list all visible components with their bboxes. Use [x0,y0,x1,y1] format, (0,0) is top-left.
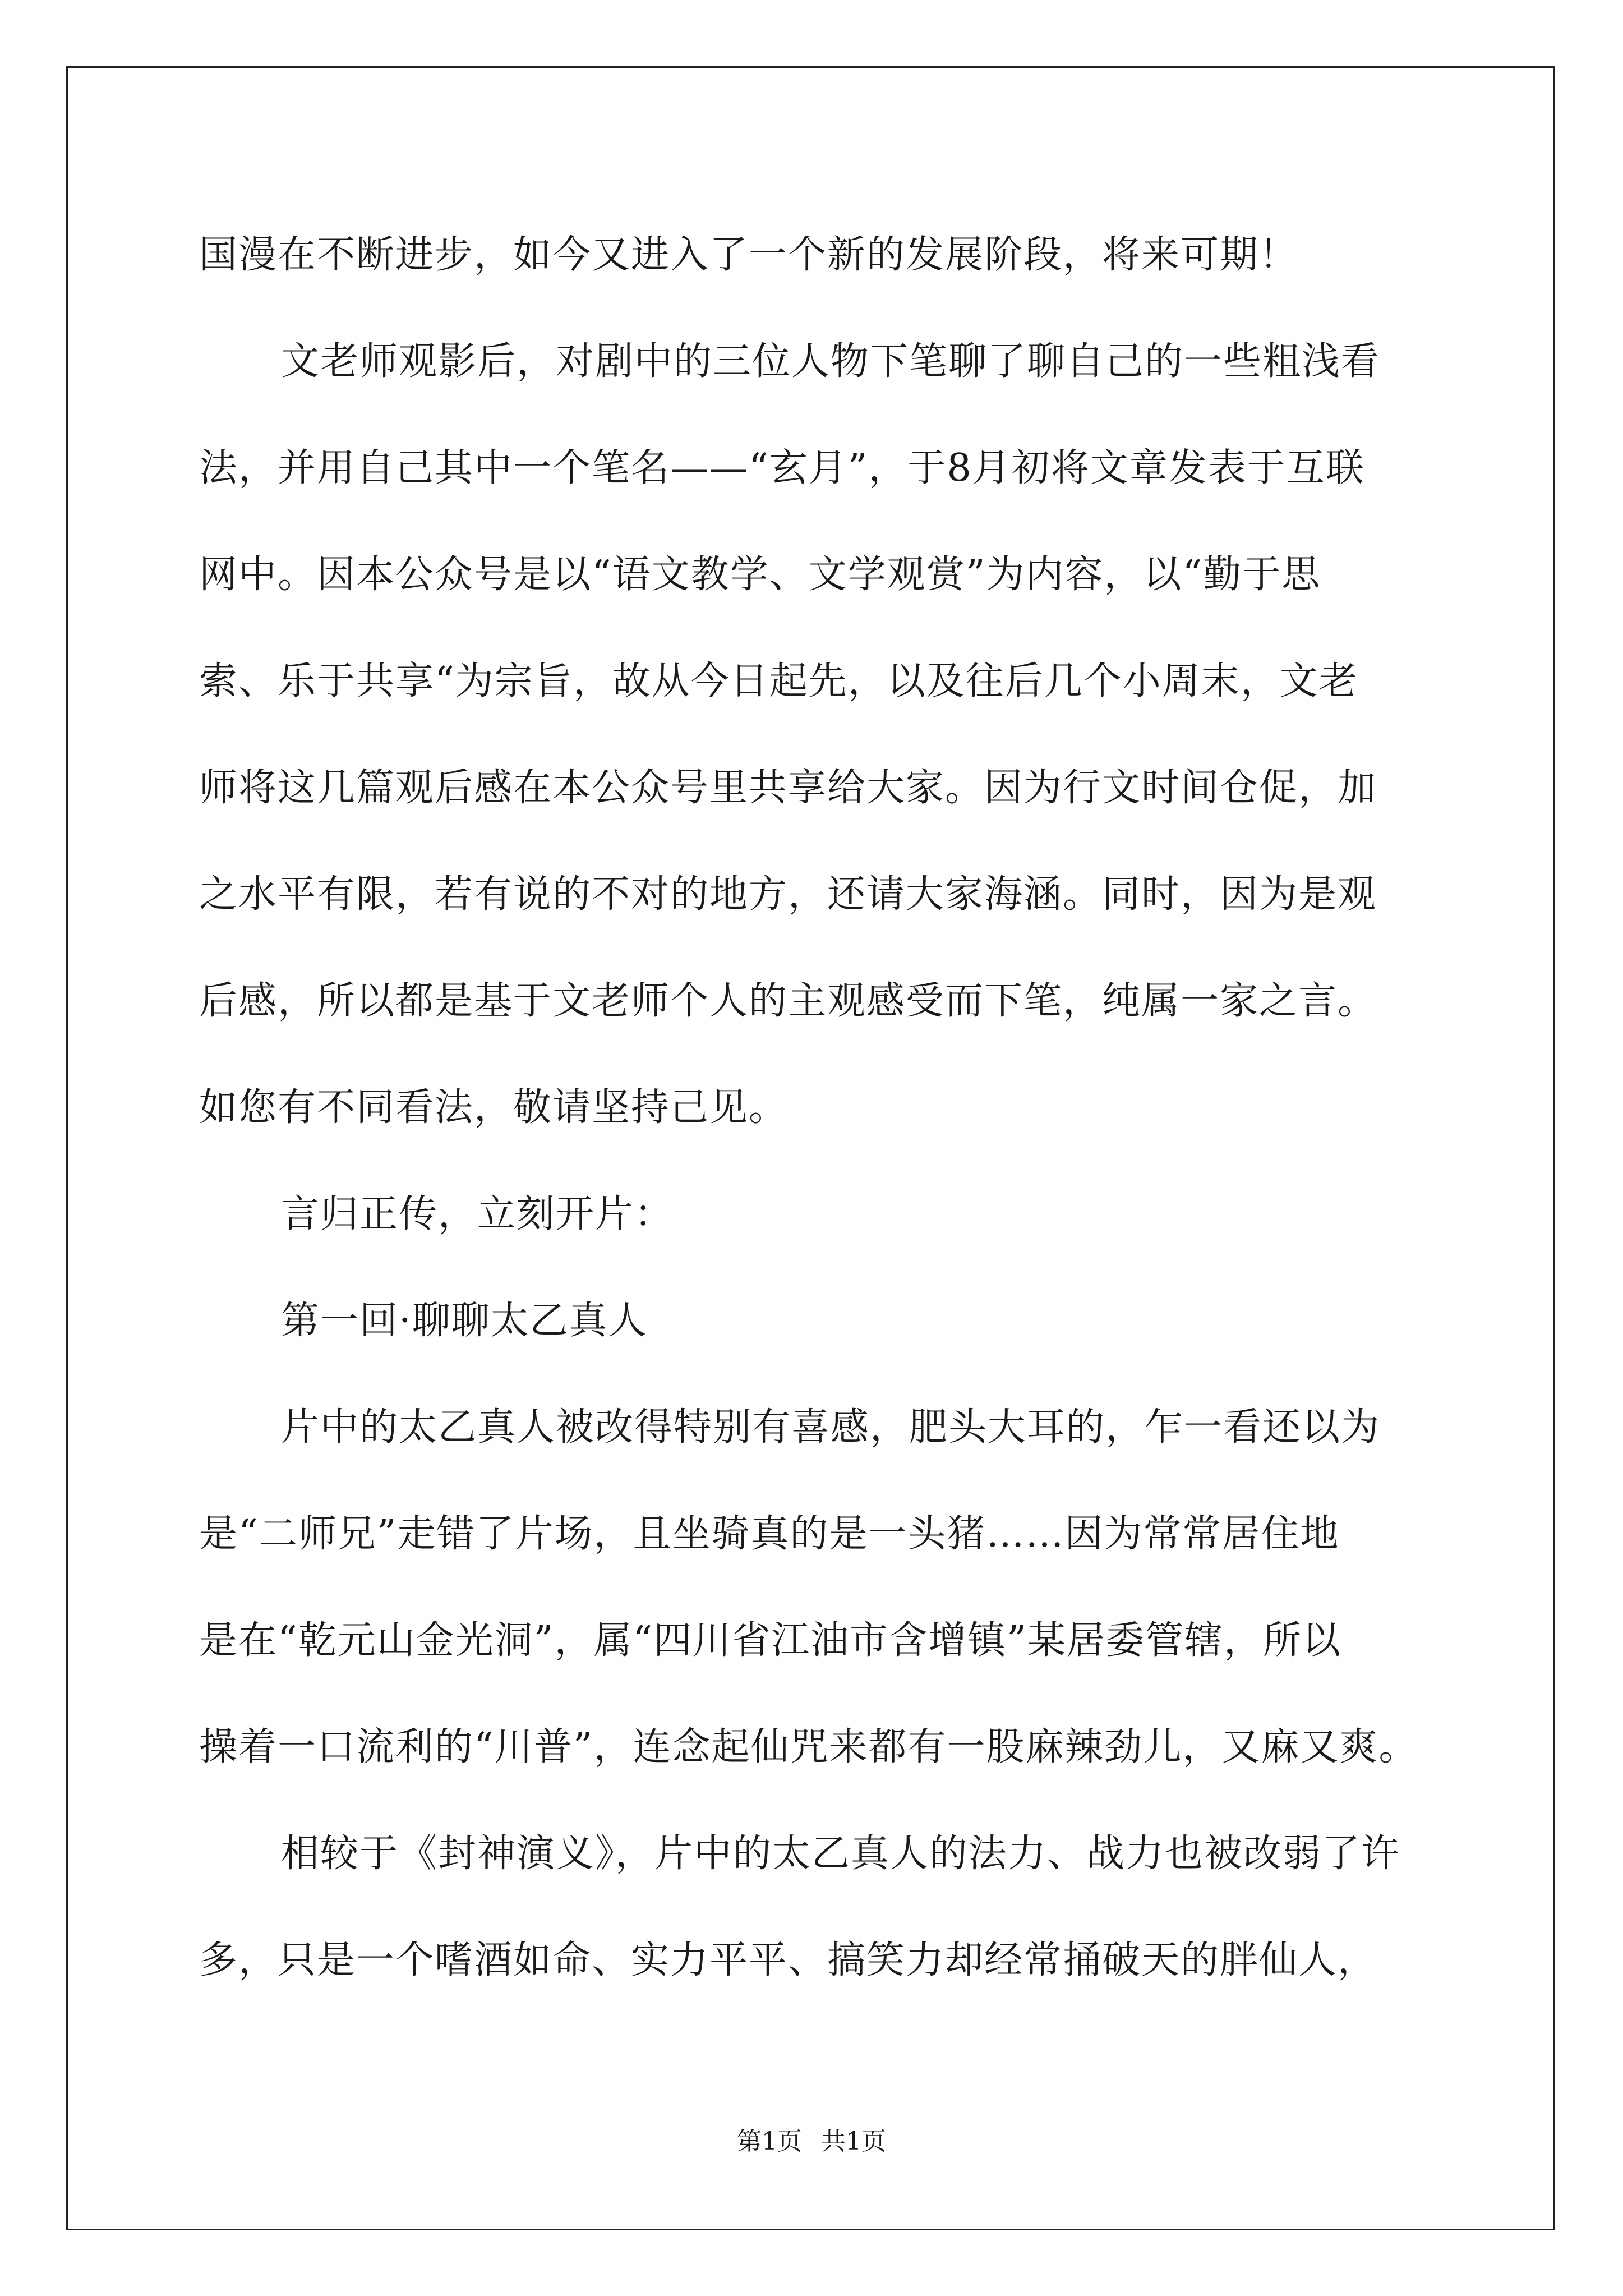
text-line: 言归正传，立刻开片： [281,1192,674,1236]
document-body [199,202,1422,2014]
page-footer [0,2125,1623,2159]
page-number-current: 第1页 [737,2127,802,2156]
page-number-total: 共1页 [821,2127,886,2156]
text-line: 相较于《封神演义》，片中的太乙真人的法力、战力也被改弱了许 [281,1832,1401,1876]
text-line: 索、乐于共享“为宗旨，故从今日起先，以及往后几个小周末，文老 [199,659,1358,703]
text-line: 文老师观影后，对剧中的三位人物下笔聊了聊自己的一些粗浅看 [281,339,1381,384]
text-line: 后感，所以都是基于文老师个人的主观感受而下笔，纯属一家之言。 [199,979,1377,1023]
text-line: 国漫在不断进步，如今又进入了一个新的发展阶段，将来可期！ [199,233,1299,277]
text-line: 法，并用自己其中一个笔名——“玄月”，于8月初将文章发表于互联 [199,446,1365,490]
text-line: 片中的太乙真人被改得特别有喜感，肥头大耳的，乍一看还以为 [281,1405,1381,1450]
text-line: 之水平有限，若有说的不对的地方，还请大家海涵。同时，因为是观 [199,872,1377,917]
text-line: 操着一口流利的“川普”，连念起仙咒来都有一股麻辣劲儿，又麻又爽。 [199,1725,1418,1769]
text-line: 如您有不同看法，敬请坚持己见。 [199,1085,789,1130]
text-line: 网中。因本公众号是以“语文教学、文学观赏”为内容，以“勤于思 [199,553,1321,597]
text-line: 师将这几篇观后感在本公众号里共享给大家。因为行文时间仓促，加 [199,766,1377,810]
text-line: 是“二师兄”走错了片场，且坐骑真的是一头猪……因为常常居住地 [199,1512,1340,1556]
section-heading: 第一回·聊聊太乙真人 [281,1299,648,1343]
text-line: 是在“乾元山金光洞”，属“四川省江油市含增镇”某居委管辖，所以 [199,1618,1342,1663]
text-line: 多，只是一个嗜酒如命、实力平平、搞笑力却经常捅破天的胖仙人， [199,1938,1377,1982]
